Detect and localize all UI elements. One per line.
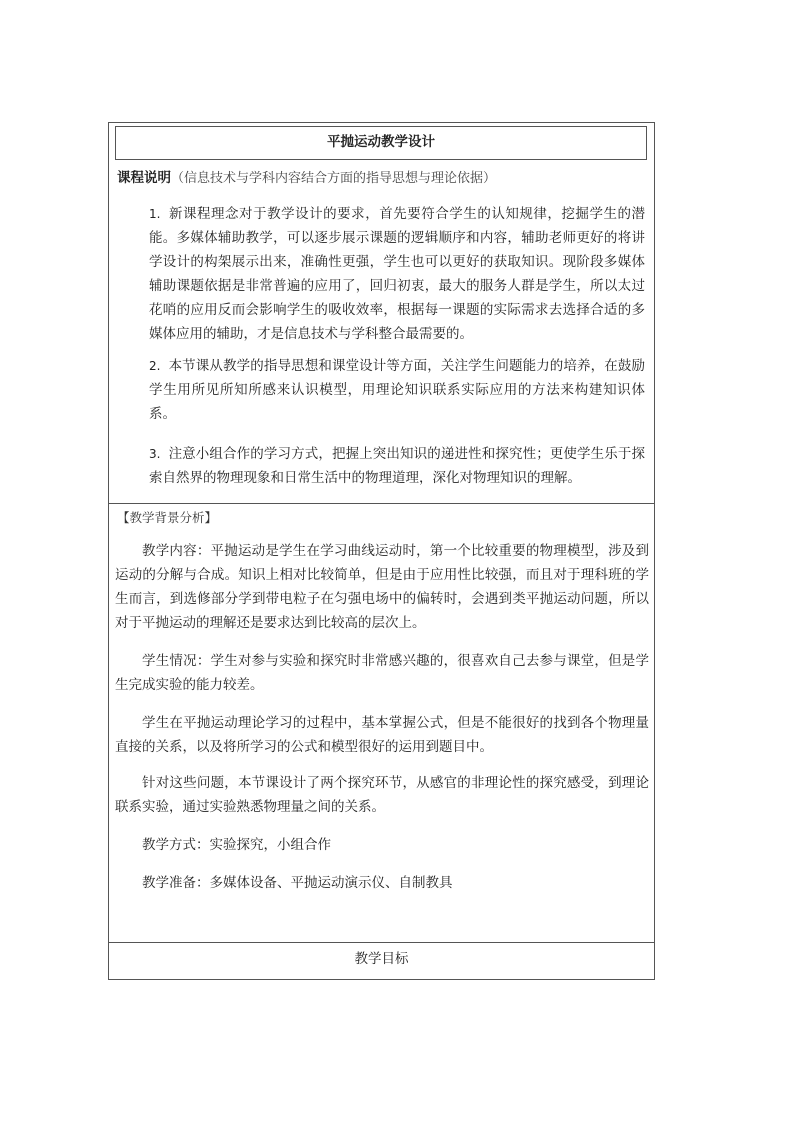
background-paragraph: 学生在平抛运动理论学习的过程中，基本掌握公式，但是不能很好的找到各个物理量直接的关系，以及将所学习的公式和模型很好的运用到题目中。 xyxy=(115,715,649,755)
course-note-section xyxy=(109,162,654,502)
document-title: 平抛运动教学设计 xyxy=(115,126,647,160)
background-heading: 【教学背景分析】 xyxy=(117,510,218,525)
background-paragraph: 教学方式：实验探究，小组合作 xyxy=(142,837,331,853)
course-note-item xyxy=(149,442,645,490)
item-text: 注意小组合作的学习方式，把握上突出知识的递进性和探究性；更使学生乐于探索自然界的物理现象和日常生活中的物理道理，深化对物理知识的理解。 xyxy=(149,446,645,486)
course-note-item xyxy=(149,202,645,346)
course-note-item xyxy=(149,354,645,426)
background-paragraph: 教学准备：多媒体设备、平抛运动演示仪、自制教具 xyxy=(142,875,453,891)
item-number: 3. xyxy=(149,447,161,461)
item-number: 2. xyxy=(149,359,161,373)
background-paragraph: 教学内容：平抛运动是学生在学习曲线运动时，第一个比较重要的物理模型，涉及到运动的分解与合成。知识上相对比较简单，但是由于应用性比较强，而且对于理科班的学生而言，到选修部分学到带电粒子在匀强电场中的偏转时，会遇到类平抛运动问题，所以对于平抛运动的理解还是要求达到比较高的层次上。 xyxy=(115,543,649,631)
section-divider xyxy=(109,503,654,504)
background-paragraph: 学生情况：学生对参与实验和探究时非常感兴趣的，很喜欢自己去参与课堂，但是学生完成实验的能力较差。 xyxy=(115,653,649,693)
background-paragraph: 针对这些问题，本节课设计了两个探究环节，从感官的非理论性的探究感受，到理论联系实验，通过实验熟悉物理量之间的关系。 xyxy=(115,775,649,815)
section-divider xyxy=(109,942,654,943)
course-note-heading xyxy=(117,166,496,186)
course-note-subtitle: （信息技术与学科内容结合方面的指导思想与理论依据） xyxy=(171,171,497,186)
item-text: 新课程理念对于教学设计的要求，首先要符合学生的认知规律，挖掘学生的潜能。多媒体辅助教学，可以逐步展示课题的逻辑顺序和内容，辅助老师更好的将讲学设计的构架展示出来，准确性更强，学生也可以更好的获取知识。现阶段多媒体辅助课题依据是非常普遍的应用了，回归初衷，最大的服务人群是学生，所以太过花哨的应用反而会影响学生的吸收效率，根据每一课题的实际需求去选择合适的多媒体应用的辅助，才是信息技术与学科整合最需要的。 xyxy=(149,206,645,342)
lesson-plan-table xyxy=(108,122,655,980)
item-text: 本节课从教学的指导思想和课堂设计等方面，关注学生问题能力的培养，在鼓励学生用所见所知所感来认识模型，用理论知识联系实际应用的方法来构建知识体系。 xyxy=(149,358,645,422)
course-note-title: 课程说明 xyxy=(117,170,171,186)
teaching-goals-heading: 教学目标 xyxy=(354,951,409,967)
item-number: 1. xyxy=(149,207,161,221)
